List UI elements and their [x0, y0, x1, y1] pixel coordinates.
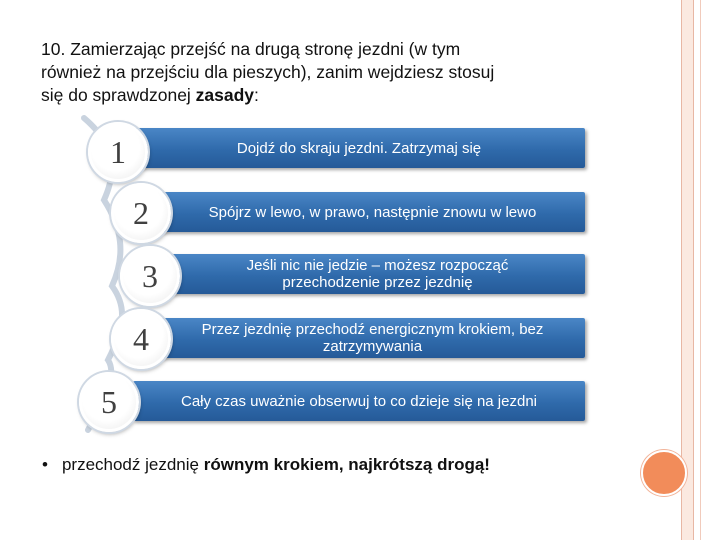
- step-1-text: Dojdź do skraju jezdni. Zatrzymaj się: [236, 139, 482, 157]
- step-4-text-line-2: zatrzymywania: [322, 338, 423, 355]
- step-3-text-line-2: przechodzenie przez jezdnię: [282, 274, 473, 291]
- step-5-bar: [133, 381, 585, 421]
- bullet-bold-text: równym krokiem, najkrótszą drogą!: [203, 455, 490, 474]
- step-2-number: 2: [111, 183, 171, 243]
- bullet-point: [42, 455, 490, 475]
- question-line-1: 10. Zamierzając przejść na drugą stronę jezdni (w tym: [41, 39, 461, 59]
- step-1-bar: [133, 128, 585, 168]
- step-4-number: 4: [111, 309, 171, 369]
- bullet-symbol: •: [42, 455, 48, 474]
- step-3-number: 3: [120, 246, 180, 306]
- bullet-text: przechodź jezdnię: [61, 455, 204, 474]
- step-4-text: [202, 321, 544, 355]
- question-line-3-colon: :: [254, 85, 259, 105]
- step-2-text: Spójrz w lewo, w prawo, następnie znowu w lewo: [208, 203, 537, 221]
- step-4-bar: [160, 318, 585, 358]
- step-3-bar: [170, 254, 585, 294]
- step-4-text-line-1: Przez jezdnię przechodź energicznym krokiem, bez: [201, 321, 544, 338]
- step-5-number: 5: [79, 372, 139, 432]
- question-line-3-text: się do sprawdzonej: [41, 85, 196, 105]
- step-1-number: 1: [88, 122, 148, 182]
- rule-word: zasady: [195, 85, 255, 105]
- step-3-text: [247, 257, 509, 291]
- step-3-text-line-1: Jeśli nic nie jedzie – możesz rozpocząć: [246, 257, 509, 274]
- step-2-bar: [160, 192, 585, 232]
- question-line-2: również na przejściu dla pieszych), zanim wejdziesz stosuj: [41, 62, 495, 82]
- step-5-text: Cały czas uważnie obserwuj to co dzieje się na jezdni: [180, 392, 537, 410]
